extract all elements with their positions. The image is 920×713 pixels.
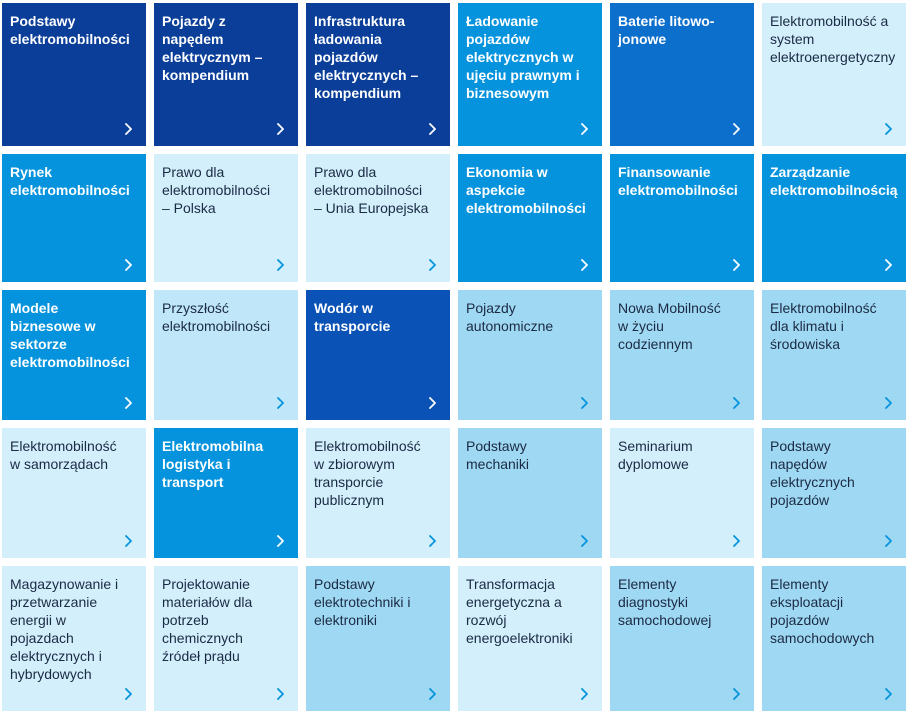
chevron-right-icon (730, 122, 744, 136)
course-tile-23[interactable] (610, 428, 754, 558)
course-tile-25[interactable] (2, 566, 146, 711)
course-tile-27[interactable] (306, 566, 450, 711)
course-tile-label: Ładowanie pojazdów elektrycznych w ujęciu prawnym i biznesowym (466, 13, 580, 101)
chevron-right-icon (882, 122, 896, 136)
course-tile-12[interactable] (762, 154, 906, 282)
chevron-right-icon (730, 396, 744, 410)
course-tile-label: Przyszłość elektromobilności (162, 300, 271, 334)
course-tile-29[interactable] (610, 566, 754, 711)
course-tile-22[interactable] (458, 428, 602, 558)
course-tile-17[interactable] (610, 290, 754, 420)
course-tile-label: Modele biznesowe w sektorze elektromobilności (10, 300, 130, 370)
course-tile-grid (2, 3, 906, 711)
course-tile-13[interactable] (2, 290, 146, 420)
chevron-right-icon (578, 258, 592, 272)
course-tile-2[interactable] (154, 3, 298, 146)
course-tile-label: Wodór w transporcie (314, 300, 391, 334)
course-tile-label: Elektromobilność w samorządach (10, 438, 117, 472)
course-tile-label: Projektowanie materiałów dla potrzeb chemicznych źródeł prądu (162, 576, 253, 664)
chevron-right-icon (578, 687, 592, 701)
chevron-right-icon (426, 258, 440, 272)
chevron-right-icon (882, 258, 896, 272)
course-tile-label: Podstawy elektrotechniki i elektroniki (314, 576, 411, 628)
chevron-right-icon (274, 396, 288, 410)
course-tile-label: Pojazdy autonomiczne (466, 300, 554, 334)
course-tile-label: Elektromobilność dla klimatu i środowiska (770, 300, 877, 352)
course-tile-1[interactable] (2, 3, 146, 146)
course-tile-label: Elementy diagnostyki samochodowej (618, 576, 712, 628)
course-tile-label: Rynek elektromobilności (10, 164, 130, 198)
course-tile-28[interactable] (458, 566, 602, 711)
course-tile-label: Elementy eksploatacji pojazdów samochodowych (770, 576, 875, 646)
course-tile-label: Elektromobilność a system elektroenergetyczny (770, 13, 896, 65)
course-tile-7[interactable] (2, 154, 146, 282)
chevron-right-icon (730, 534, 744, 548)
course-tile-8[interactable] (154, 154, 298, 282)
chevron-right-icon (122, 122, 136, 136)
course-tile-3[interactable] (306, 3, 450, 146)
course-tile-label: Prawo dla elektromobilności – Unia Europejska (314, 164, 429, 216)
chevron-right-icon (426, 687, 440, 701)
course-tile-label: Podstawy napędów elektrycznych pojazdów (770, 438, 855, 508)
chevron-right-icon (274, 687, 288, 701)
chevron-right-icon (882, 534, 896, 548)
chevron-right-icon (426, 122, 440, 136)
chevron-right-icon (426, 396, 440, 410)
chevron-right-icon (882, 396, 896, 410)
chevron-right-icon (122, 687, 136, 701)
chevron-right-icon (882, 687, 896, 701)
chevron-right-icon (274, 122, 288, 136)
course-tile-21[interactable] (306, 428, 450, 558)
course-tile-30[interactable] (762, 566, 906, 711)
chevron-right-icon (274, 258, 288, 272)
course-tile-9[interactable] (306, 154, 450, 282)
chevron-right-icon (122, 534, 136, 548)
course-tile-label: Baterie litowo- jonowe (618, 13, 715, 47)
course-tile-15[interactable] (306, 290, 450, 420)
course-tile-label: Transformacja energetyczna a rozwój energoelektroniki (466, 576, 573, 646)
course-tile-14[interactable] (154, 290, 298, 420)
chevron-right-icon (578, 122, 592, 136)
chevron-right-icon (122, 396, 136, 410)
chevron-right-icon (274, 534, 288, 548)
course-tile-16[interactable] (458, 290, 602, 420)
course-tile-label: Magazynowanie i przetwarzanie energii w pojazdach elektrycznych i hybrydowych (10, 576, 119, 682)
course-tile-19[interactable] (2, 428, 146, 558)
course-tile-label: Elektromobilność w zbiorowym transporcie publicznym (314, 438, 421, 508)
chevron-right-icon (122, 258, 136, 272)
course-tile-label: Prawo dla elektromobilności – Polska (162, 164, 271, 216)
course-tile-4[interactable] (458, 3, 602, 146)
chevron-right-icon (426, 534, 440, 548)
course-tile-26[interactable] (154, 566, 298, 711)
course-tile-label: Podstawy mechaniki (466, 438, 530, 472)
course-tile-label: Elektromobilna logistyka i transport (162, 438, 264, 490)
course-tile-24[interactable] (762, 428, 906, 558)
course-tile-5[interactable] (610, 3, 754, 146)
course-tile-20[interactable] (154, 428, 298, 558)
course-tile-label: Nowa Mobilność w życiu codziennym (618, 300, 721, 352)
course-tile-label: Infrastruktura ładowania pojazdów elektrycznych – kompendium (314, 13, 419, 101)
course-tile-label: Ekonomia w aspekcie elektromobilności (466, 164, 586, 216)
chevron-right-icon (578, 396, 592, 410)
course-tile-6[interactable] (762, 3, 906, 146)
course-tile-label: Finansowanie elektromobilności (618, 164, 738, 198)
course-tile-label: Pojazdy z napędem elektrycznym – kompendium (162, 13, 263, 83)
course-tile-18[interactable] (762, 290, 906, 420)
chevron-right-icon (730, 258, 744, 272)
course-tile-10[interactable] (458, 154, 602, 282)
course-tile-label: Zarządzanie elektromobilnością (770, 164, 898, 198)
course-tile-label: Podstawy elektromobilności (10, 13, 130, 47)
chevron-right-icon (578, 534, 592, 548)
chevron-right-icon (730, 687, 744, 701)
course-tile-label: Seminarium dyplomowe (618, 438, 693, 472)
course-tile-11[interactable] (610, 154, 754, 282)
